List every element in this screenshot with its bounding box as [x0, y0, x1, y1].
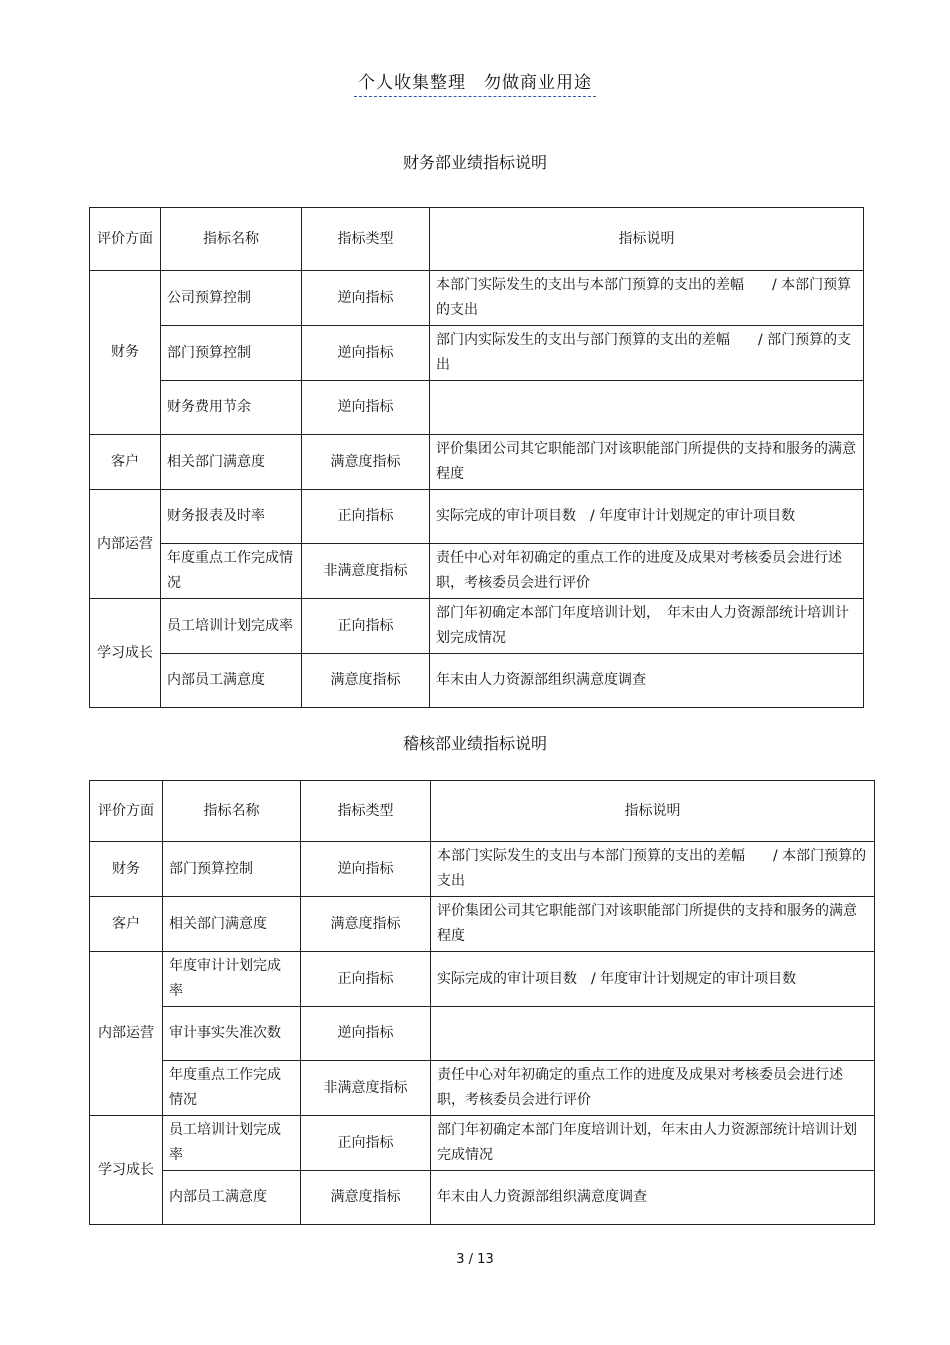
- group-cell-customer: 客户: [90, 897, 163, 952]
- column-header-type: 指标类型: [301, 781, 431, 842]
- indicator-type: 满意度指标: [302, 435, 430, 490]
- column-header-description: 指标说明: [430, 208, 864, 271]
- column-header-description: 指标说明: [431, 781, 875, 842]
- indicator-name: 财务费用节余: [161, 381, 302, 435]
- indicator-name: 内部员工满意度: [163, 1171, 301, 1225]
- table-row: [90, 381, 864, 435]
- indicator-description: 责任中心对年初确定的重点工作的进度及成果对考核委员会进行述职，考核委员会进行评价: [430, 544, 864, 599]
- group-cell-customer: 客户: [90, 435, 161, 490]
- indicator-type: 满意度指标: [302, 654, 430, 708]
- indicator-description: [430, 381, 864, 435]
- group-cell-internal-operations: 内部运营: [90, 952, 163, 1116]
- table-header-row: [90, 781, 875, 842]
- table-row: [90, 1116, 875, 1171]
- page-number: 3 / 13: [456, 1252, 494, 1267]
- page-header: 个人收集整理 勿做商业用途: [0, 68, 950, 93]
- indicator-name: 财务报表及时率: [161, 490, 302, 544]
- indicator-type: 满意度指标: [301, 897, 431, 952]
- indicator-name: 年度重点工作完成情况: [163, 1061, 301, 1116]
- indicator-type: 正向指标: [302, 490, 430, 544]
- column-header-aspect: 评价方面: [90, 208, 161, 271]
- indicator-name: 部门预算控制: [163, 842, 301, 897]
- indicator-description: 部门年初确定本部门年度培训计划，年末由人力资源部统计培训计划完成情况: [431, 1116, 875, 1171]
- group-cell-internal-operations: 内部运营: [90, 490, 161, 599]
- indicator-type: 逆向指标: [302, 271, 430, 326]
- group-cell-learning-growth: 学习成长: [90, 599, 161, 708]
- indicator-type: 正向指标: [302, 599, 430, 654]
- indicator-name: 年度审计计划完成率: [163, 952, 301, 1007]
- indicator-description: 评价集团公司其它职能部门对该职能部门所提供的支持和服务的满意程度: [430, 435, 864, 490]
- column-header-type: 指标类型: [302, 208, 430, 271]
- indicator-description: 年末由人力资源部组织满意度调查: [430, 654, 864, 708]
- column-header-aspect: 评价方面: [90, 781, 163, 842]
- indicator-description: 本部门实际发生的支出与本部门预算的支出的差幅 / 本部门预算的支出: [430, 271, 864, 326]
- column-header-name: 指标名称: [161, 208, 302, 271]
- indicator-type: 逆向指标: [302, 381, 430, 435]
- indicator-name: 相关部门满意度: [161, 435, 302, 490]
- indicator-type: 正向指标: [301, 1116, 431, 1171]
- indicator-type: 非满意度指标: [301, 1061, 431, 1116]
- indicator-description: 实际完成的审计项目数 / 年度审计计划规定的审计项目数: [430, 490, 864, 544]
- indicator-description: [431, 1007, 875, 1061]
- finance-indicator-table: [89, 207, 864, 708]
- indicator-description: 实际完成的审计项目数 / 年度审计计划规定的审计项目数: [431, 952, 875, 1007]
- table-row: [90, 326, 864, 381]
- table-row: [90, 952, 875, 1007]
- table-header-row: [90, 208, 864, 271]
- table-row: [90, 1171, 875, 1225]
- indicator-name: 部门预算控制: [161, 326, 302, 381]
- group-cell-finance: 财务: [90, 271, 161, 435]
- table-row: [90, 599, 864, 654]
- table-row: [90, 544, 864, 599]
- group-cell-finance: 财务: [90, 842, 163, 897]
- audit-table-title: 稽核部业绩指标说明: [402, 734, 547, 753]
- indicator-description: 年末由人力资源部组织满意度调查: [431, 1171, 875, 1225]
- indicator-description: 本部门实际发生的支出与本部门预算的支出的差幅 / 本部门预算的支出: [431, 842, 875, 897]
- indicator-description: 责任中心对年初确定的重点工作的进度及成果对考核委员会进行述职，考核委员会进行评价: [431, 1061, 875, 1116]
- finance-table-title: 财务部业绩指标说明: [402, 153, 547, 172]
- indicator-type: 非满意度指标: [302, 544, 430, 599]
- indicator-name: 员工培训计划完成率: [163, 1116, 301, 1171]
- table-row: [90, 842, 875, 897]
- table-row: [90, 654, 864, 708]
- indicator-name: 内部员工满意度: [161, 654, 302, 708]
- indicator-name: 年度重点工作完成情况: [161, 544, 302, 599]
- table-row: [90, 1061, 875, 1116]
- indicator-name: 公司预算控制: [161, 271, 302, 326]
- group-cell-learning-growth: 学习成长: [90, 1116, 163, 1225]
- indicator-type: 逆向指标: [302, 326, 430, 381]
- indicator-type: 满意度指标: [301, 1171, 431, 1225]
- table-row: [90, 271, 864, 326]
- indicator-description: 部门内实际发生的支出与部门预算的支出的差幅 / 部门预算的支出: [430, 326, 864, 381]
- indicator-name: 审计事实失准次数: [163, 1007, 301, 1061]
- indicator-description: 评价集团公司其它职能部门对该职能部门所提供的支持和服务的满意程度: [431, 897, 875, 952]
- indicator-description: 部门年初确定本部门年度培训计划， 年末由人力资源部统计培训计划完成情况: [430, 599, 864, 654]
- column-header-name: 指标名称: [163, 781, 301, 842]
- indicator-name: 员工培训计划完成率: [161, 599, 302, 654]
- indicator-type: 正向指标: [301, 952, 431, 1007]
- table-row: [90, 897, 875, 952]
- table-row: [90, 490, 864, 544]
- indicator-type: 逆向指标: [301, 842, 431, 897]
- audit-indicator-table: [89, 780, 875, 1225]
- table-row: [90, 435, 864, 490]
- indicator-name: 相关部门满意度: [163, 897, 301, 952]
- indicator-type: 逆向指标: [301, 1007, 431, 1061]
- table-row: [90, 1007, 875, 1061]
